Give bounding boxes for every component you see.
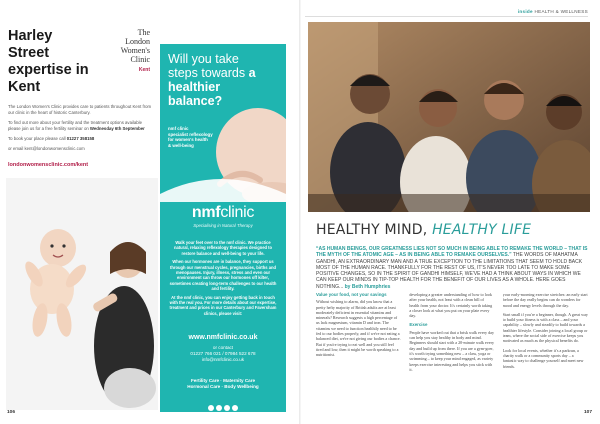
seminar-date: Wednesday 6th September <box>89 126 145 131</box>
nmf-service-line: Fertility Care · Maternity Care <box>190 378 256 383</box>
booking-phone: 01227 358158 <box>66 136 95 141</box>
ad-body-paragraph: The London Women's Clinic provides care to patients throughout Kent from our clinic in the heart of historic Canterbury. <box>8 104 152 115</box>
nmf-contact-label: or contact <box>212 345 234 350</box>
nmf-headline <box>168 52 258 108</box>
nmf-logo-wordmark <box>160 204 286 222</box>
title-part: HEALTHY MIND, <box>316 222 433 238</box>
left-page-number: 106 <box>7 410 16 415</box>
article-standfirst <box>316 246 588 290</box>
page-gutter <box>299 0 301 424</box>
ad-body-paragraph <box>8 136 154 142</box>
article-column <box>316 292 401 412</box>
booking-text: To book your place please call <box>8 136 67 141</box>
subheading: Value your food, not your savings <box>316 292 387 297</box>
logo-location: Kent <box>138 67 150 73</box>
nmf-logo-tagline: Specialising in Natural Therapy <box>193 223 253 228</box>
section-header <box>518 9 588 14</box>
nmf-clinic-ad <box>160 44 286 412</box>
nmf-logo-part: nmf <box>191 204 221 221</box>
subheading: Exercise <box>409 322 428 328</box>
nmf-paragraph: At the nmf clinic, you can enjoy getting back in touch with the real you. For more details about our expertise, treatment and prices in our Canterbury and Faversham clinics, please visit: <box>169 294 277 316</box>
ad-email: or email kent@londonwomensclinic.com <box>8 146 85 151</box>
nmf-headline-part: Will you take steps towards <box>168 52 249 80</box>
body-paragraph: Start small if you're a beginner, though. A great way to build your fitness is with a class – and your capability – slowly and steadily to build towards a healthier lifestyle. Consider joining a local group or team, where the social side of exercise keeps you motivated as much as the physical benefits do. <box>502 311 588 344</box>
linkedin-icon[interactable] <box>232 405 238 411</box>
nmf-subheading <box>168 126 230 148</box>
body-paragraph: Look for local events, whether it's a parkrun, a charity walk or a community sports day – a fantastic way to challenge yourself and meet new friends. <box>502 347 584 369</box>
nmf-headline-emphasis: a healthier balance? <box>168 66 256 108</box>
logo-line-3: Women's <box>120 46 150 55</box>
article-body <box>316 292 588 412</box>
nmf-paragraph: Walk your feet over to the nmf clinic. We practice natural, relaxing reflexology therapies designed to restore balance and well-being to your life. <box>173 240 273 256</box>
instagram-icon[interactable] <box>224 405 230 411</box>
nmf-ad-body <box>168 240 278 319</box>
logo-line-4: Clinic <box>130 55 150 64</box>
body-paragraph: Without wishing to alarm, did you know that a pretty hefty majority of British adults are at least moderately deficient in essential vitamins and minerals? Research suggests a high percentage of us lack magnesium, vitamin D and iron. The vitamins we need to function healthily need to be fed to our bodies properly, and if we're not eating a balanced diet, we're not giving our bodies a chance. But if you're trying to eat well and you still feel tired and low, then it might be worth speaking to a nutritionist. <box>316 299 401 358</box>
friends-laughing-illustration <box>308 22 590 212</box>
article-title <box>316 222 531 238</box>
nmf-paragraph: When our hormones are in balance, they support us through our menstrual cycles, pregnancies, births and menopauses. Injury, illness, stress and even our environment can throw our hormones off kilter, sometimes creating long-term challenges to our health and fertility. <box>169 259 277 292</box>
twitter-icon[interactable] <box>216 405 222 411</box>
standfirst-body: THE WORDS OF MAHATMA GANDHI, AN EXTRAORDINARY MAN AND A TRUE EXCEPTION TO THE LIMITATIONS THAT SEEM TO HOLD BACK MOST OF THE HUMAN RACE. THANKFULLY FOR THE REST OF US, IT'S NEVER TOO LATE TO MAKE SOME POSITIVE CHANGES, SO IN THE SPIRIT OF GANDHI HIMSELF, WE'VE HAD A THINK ABOUT WAYS IN WHICH WE CAN KEEP OUR MINDS IN TIP-TOP HEALTH FOR THE BENEFIT OF OUR LIVES AS A WHOLE. HERE GOES NOTHING... <box>316 252 583 290</box>
article-column <box>503 292 588 412</box>
nmf-url-link[interactable]: www.nmfclinic.co.uk <box>188 334 258 341</box>
nmf-service-line: Hormonal Care · Body Wellbeing <box>187 384 259 390</box>
logo-line-1: The <box>137 28 150 37</box>
section-inside: inside <box>517 9 533 14</box>
nmf-hero <box>160 44 286 202</box>
body-paragraph: developing a greater understanding of how to look after your health, not least with a clean bill of health from your doctor. It's certainly worth taking a closer look at what you put on your plate every day. <box>409 292 493 319</box>
right-page-number: 107 <box>583 410 592 415</box>
nmf-sub-line: & well-being <box>168 142 194 148</box>
logo-line-2: London <box>125 37 150 46</box>
social-icons <box>160 398 286 416</box>
nmf-clinic-logo <box>160 204 286 228</box>
ad-body-paragraph <box>8 120 154 132</box>
standfirst-quote: “AS HUMAN BEINGS, OUR GREATNESS LIES NOT SO MUCH IN BEING ABLE TO REMAKE THE WORLD – THAT IS THE MYTH OF THE ATOMIC AGE – AS IN BEING ABLE TO REMAKE OURSELVES.” <box>316 246 588 259</box>
body-paragraph: People have worked out that a brisk walk every day can help you stay healthy in body and mind. Beginners should start with a 20-minute walk every day and build up from there. If you are a gym-goer, it's worth trying something new – a class, yoga or swimming – to keep your mind engaged, as variety keeps exercise interesting and helps you stick with it. <box>409 329 495 372</box>
london-womens-clinic-logo <box>94 28 150 75</box>
mother-baby-photo <box>6 178 158 410</box>
group-photo <box>308 22 590 212</box>
mother-baby-illustration <box>6 178 158 410</box>
nmf-services <box>160 378 286 390</box>
nmf-phone[interactable]: 01227 766 021 / 07984 522 678 <box>190 351 256 356</box>
body-paragraph: your early-morning exercise stretches: an early start before the day really begins can do wonders for mood and energy levels through the day. <box>502 292 588 308</box>
title-emphasis: HEALTHY LIFE <box>432 222 532 238</box>
section-name: HEALTH & WELLNESS <box>534 9 588 14</box>
ad-headline: Harley Street expertise in Kent <box>8 28 89 95</box>
ad-url-link[interactable]: londonwomensclinic.com/kent <box>8 162 89 168</box>
nmf-sub-line: specialist reflexology <box>168 131 213 137</box>
article-column <box>409 292 494 412</box>
byline: by Beth Humphries <box>344 283 391 290</box>
nmf-contact <box>160 345 286 363</box>
ad-body <box>8 104 154 156</box>
nmf-email-link[interactable]: info@nmfclinic.co.uk <box>201 357 245 362</box>
nmf-sub-line: nmf clinic <box>168 126 189 131</box>
nmf-sub-line: for women's health <box>168 137 208 143</box>
header-rule <box>305 16 588 17</box>
facebook-icon[interactable] <box>208 405 214 411</box>
nmf-logo-part: clinic <box>220 204 255 221</box>
seminar-text: To find out more about your fertility and the treatment options available please join us for a free fertility seminar on <box>8 120 142 131</box>
london-womens-clinic-ad <box>6 6 156 406</box>
